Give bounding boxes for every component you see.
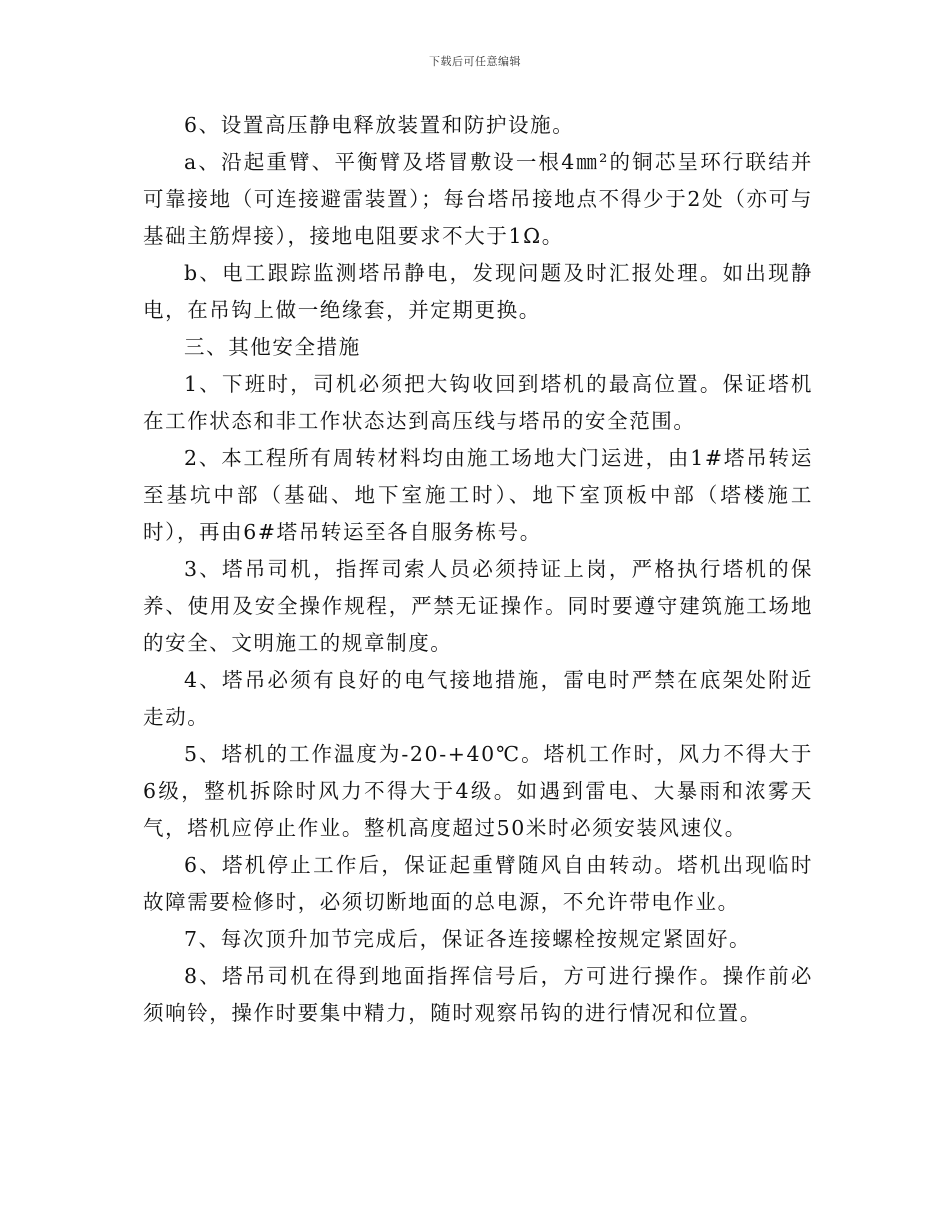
paragraph-item-4: 4、塔吊必须有良好的电气接地措施，雷电时严禁在底架处附近走动。 — [143, 668, 813, 729]
paragraph-item-7: 7、每次顶升加节完成后，保证各连接螺栓按规定紧固好。 — [184, 927, 752, 951]
paragraph-item-8: 8、塔吊司机在得到地面指挥信号后，方可进行操作。操作前必须响铃，操作时要集中精力，随时观察吊钩的进行情况和位置。 — [143, 964, 813, 1025]
paragraph-item-6: 6、塔机停止工作后，保证起重臂随风自由转动。塔机出现临时故障需要检修时，必须切断地面的总电源，不允许带电作业。 — [143, 853, 813, 914]
page-header-note: 下载后可任意编辑 — [429, 55, 521, 68]
paragraph-item-2: 2、本工程所有周转材料均由施工场地大门运进，由1#塔吊转运至基坑中部（基础、地下室施工时）、地下室顶板中部（塔楼施工时），再由6#塔吊转运至各自服务栋号。 — [143, 446, 813, 544]
paragraph-grounding-a: a、沿起重臂、平衡臂及塔冒敷设一根4㎜²的铜芯呈环行联结并可靠接地（可连接避雷装置）；每台塔吊接地点不得少于2处（亦可与基础主筋焊接），接地电阻要求不大于1Ω。 — [143, 150, 813, 248]
document-body — [143, 107, 813, 1032]
paragraph-monitoring-b: b、电工跟踪监测塔吊静电，发现问题及时汇报处理。如出现静电，在吊钩上做一绝缘套，并定期更换。 — [143, 261, 813, 322]
paragraph-item-1: 1、下班时，司机必须把大钩收回到塔机的最高位置。保证塔机在工作状态和非工作状态达到高压线与塔吊的安全范围。 — [143, 372, 813, 433]
paragraph-item-5: 5、塔机的工作温度为-20-+40℃。塔机工作时，风力不得大于6级，整机拆除时风力不得大于4级。如遇到雷电、大暴雨和浓雾天气，塔机应停止作业。整机高度超过50米时必须安装风速仪。 — [143, 742, 813, 840]
paragraph-static-discharge: 6、设置高压静电释放装置和防护设施。 — [184, 113, 575, 137]
paragraph-item-3: 3、塔吊司机，指挥司索人员必须持证上岗，严格执行塔机的保养、使用及安全操作规程，严禁无证操作。同时要遵守建筑施工场地的安全、文明施工的规章制度。 — [143, 557, 813, 655]
section-heading-other-safety: 三、其他安全措施 — [184, 335, 361, 359]
